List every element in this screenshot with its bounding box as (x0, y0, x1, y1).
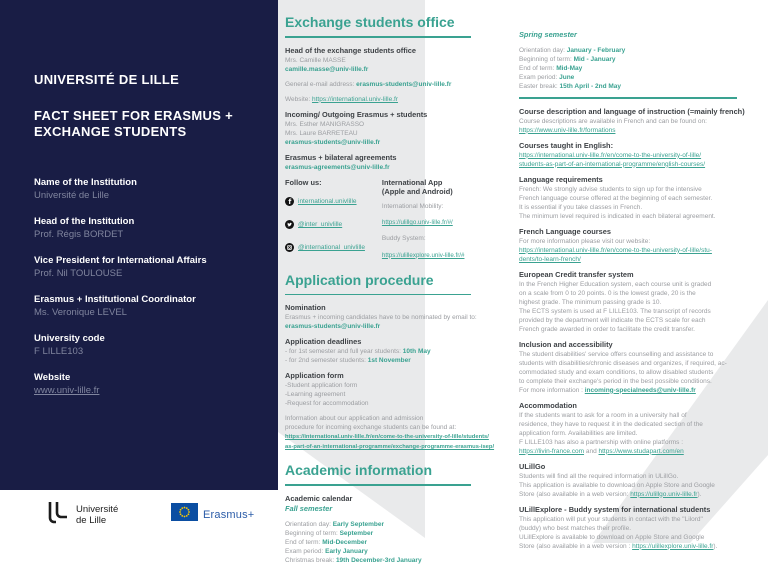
column-middle (285, 14, 495, 571)
text-line (285, 120, 471, 129)
text-line (285, 163, 471, 172)
text-span: General e-mail address: (285, 80, 357, 88)
text-span: erasmus-students@univ-lille.fr (285, 323, 381, 331)
text-group (519, 141, 737, 169)
text-line (519, 447, 737, 456)
field-label: Erasmus + Institutional Coordinator (34, 294, 196, 305)
text-span: Exam period: (519, 74, 560, 81)
twitter-icon (285, 216, 294, 234)
text-span: on a scale from 0 to 20 points. 0 is the lowest grade, 20 is the (519, 289, 696, 297)
text-span: 19th December-3rd January (335, 556, 422, 564)
link[interactable]: https://international.univ-lille.fr/en/come-to-the-university-of-lille/ (519, 151, 702, 159)
text-line (285, 547, 471, 556)
group-title: ULillExplore - Buddy system for international students (519, 504, 711, 514)
document-title-line2: EXCHANGE STUDENTS (34, 124, 187, 139)
text-line (285, 399, 471, 408)
institution-title: UNIVERSITÉ DE LILLE (34, 72, 180, 87)
field-label: Website (34, 372, 71, 383)
group-title: Inclusion and accessibility (519, 339, 613, 349)
section-rule (285, 294, 471, 296)
text-span: Erasmus + incoming candidates have to be nominated by email to: (285, 314, 477, 322)
text-span: For more information : (519, 386, 585, 394)
universite-de-lille-logo (46, 499, 118, 532)
text-line (519, 325, 737, 334)
text-span: application form. Availabilities are limited. (519, 429, 638, 437)
text-span: -Student application form (285, 382, 358, 390)
text-span: Early January (325, 547, 368, 555)
text-span: End of term: (519, 65, 557, 72)
text-line (519, 46, 737, 55)
text-span: provided by the department will indicate the ECTS scale for each (519, 316, 706, 324)
text-span: Early September (332, 520, 385, 528)
app-entry (382, 235, 471, 262)
text-line (519, 203, 737, 212)
section-rule (285, 484, 471, 486)
app-entry-label: International Mobility: (381, 202, 444, 210)
text-line (285, 390, 471, 399)
text-span: For more information please visit our website: (519, 237, 651, 245)
text-line (519, 429, 737, 438)
link[interactable]: https://international.univ-lille.fr (311, 95, 398, 103)
text-span: Beginning of term: (519, 56, 574, 63)
group-title: Application form (285, 371, 344, 381)
link[interactable]: @international_univlille (298, 244, 365, 252)
link[interactable]: as-part-of-an-international-programme/exchange-programme-erasmus-isep/ (285, 444, 495, 451)
ul-logo-icon (46, 499, 70, 532)
text-line (519, 237, 737, 246)
field-value: Université de Lille (34, 190, 109, 201)
field-head-of-institution (34, 215, 258, 241)
text-span: camille.masse@univ-lille.fr (285, 65, 369, 73)
text-line (519, 515, 737, 524)
app-title-line1: International App (381, 177, 443, 187)
text-line (285, 414, 471, 423)
text-line (519, 386, 737, 395)
group-title: Course description and language of instruction (=mainly french) (519, 106, 745, 116)
erasmus-plus-logo (171, 503, 254, 526)
text-span: The minimum level required is indicated in each bilateral agreement. (519, 212, 716, 220)
text-span: ). (713, 542, 718, 550)
text-line (519, 55, 737, 64)
text-line (519, 307, 737, 316)
text-line (285, 80, 471, 89)
link[interactable]: @inter_univlille (298, 221, 343, 229)
column-right (519, 30, 745, 557)
section-heading: Academic information (285, 462, 433, 479)
text-span: This application will put your students in contact with the "Lilord" (519, 515, 703, 523)
section-heading: Application procedure (285, 271, 434, 288)
app-entry-label: Buddy System: (381, 235, 426, 243)
link[interactable]: https://international.univ-lille.fr/en/come-to-the-university-of-lille/students/ (285, 434, 489, 441)
text-line (285, 129, 471, 138)
text-group (519, 227, 737, 264)
text-span: Exam period: (285, 547, 326, 555)
text-group (285, 337, 471, 365)
text-group (285, 110, 471, 147)
text-line (285, 313, 477, 322)
document-title-line1: FACT SHEET FOR ERASMUS + (34, 108, 233, 123)
text-span: erasmus-students@univ-lille.fr (285, 138, 381, 146)
text-span: - for 2nd semester students: (285, 357, 368, 365)
text-line (285, 356, 471, 365)
link[interactable]: https://www.studapart.com/en (598, 447, 684, 455)
text-span: June (559, 74, 575, 81)
text-line (285, 65, 471, 74)
text-group (285, 494, 471, 565)
field-value: Ms. Veronique LEVEL (34, 307, 127, 318)
text-span: 10th May (402, 348, 431, 356)
text-span: French grade awarded in order to facilitate the credit transfer. (519, 325, 695, 333)
link[interactable]: dents/to-learn-french/ (519, 255, 581, 263)
field-erasmus-coordinator (34, 293, 258, 319)
text-line (519, 289, 737, 298)
text-line (519, 377, 737, 386)
text-span: Mid - January (573, 56, 616, 63)
text-line (285, 347, 471, 356)
text-span: Beginning of term: (285, 529, 340, 537)
text-line (519, 194, 737, 203)
text-group (519, 270, 737, 334)
field-value: Prof. Régis BORDET (34, 229, 124, 240)
text-line (285, 95, 471, 104)
erasmus-logo-text: Erasmus+ (203, 508, 255, 521)
facebook-icon (285, 193, 294, 211)
social-link-row (285, 239, 376, 257)
section-heading: Exchange students office (285, 14, 455, 30)
instagram-icon (285, 239, 294, 257)
text-group (519, 106, 745, 135)
text-line (519, 533, 737, 542)
text-line (519, 212, 737, 221)
field-institution-name (34, 176, 258, 202)
text-span: Orientation day: (519, 47, 567, 54)
social-link-row (285, 193, 376, 211)
text-group (285, 414, 495, 452)
text-line (519, 185, 737, 194)
text-line (519, 82, 737, 91)
text-line (519, 298, 737, 307)
field-value: F LILLE103 (34, 346, 84, 357)
app-entry (382, 203, 471, 230)
text-span: Easter break: (519, 83, 560, 90)
ul-logo-text (76, 505, 118, 526)
text-span: Orientation day: (285, 520, 333, 528)
group-title: Academic calendar (285, 493, 353, 503)
group-title: Nomination (285, 303, 326, 313)
link[interactable]: students-as-part-of-an-international-programme/english-courses/ (519, 160, 706, 168)
text-span: January - February (566, 47, 626, 54)
website-link[interactable]: www.univ-lille.fr (34, 385, 100, 396)
eu-flag-icon (171, 503, 198, 526)
text-span: Mid-December (322, 538, 368, 546)
text-span: 15th April - 2nd May (559, 83, 621, 90)
text-span: (buddy) who best matches their profile. (519, 524, 631, 532)
text-line (285, 538, 471, 547)
text-line (285, 432, 489, 442)
sidebar (0, 0, 278, 490)
text-span: Mrs. Laure BARRETEAU (285, 129, 358, 137)
follow-us-title: Follow us: (285, 177, 322, 187)
text-span: It is essential if you take classes in French. (519, 203, 643, 211)
text-line (285, 556, 471, 565)
text-group (285, 46, 471, 74)
text-line (519, 117, 737, 126)
group-title: Erasmus + bilateral agreements (285, 152, 397, 162)
link[interactable]: https://ulillgo.univ-lille.fr/#/ (381, 219, 453, 227)
text-line (519, 350, 737, 359)
field-label: Name of the Institution (34, 177, 137, 188)
text-span: End of term: (285, 538, 323, 546)
text-line (519, 246, 737, 255)
text-group (519, 505, 737, 551)
text-span: -Request for accommodation (285, 400, 369, 408)
text-span: ). (697, 490, 702, 498)
text-line (285, 322, 471, 331)
text-line (519, 438, 737, 447)
ul-logo-text-line2: de Lille (76, 514, 107, 526)
text-line (285, 56, 471, 65)
group-title: Accommodation (519, 400, 577, 410)
field-university-code (34, 332, 258, 358)
text-span: Information about our application and admission (285, 415, 424, 423)
text-span: The ECTS system is used at F LILLE103. The transcript of records (519, 307, 711, 315)
text-line (519, 151, 737, 160)
text-span: This application is available to download on Apple Store and Google (519, 481, 715, 489)
link[interactable]: https://international.univ-lille.fr/en/come-to-the-university-of-lille/stu- (519, 246, 712, 254)
text-span: Course descriptions are available in French and can be found on: (519, 117, 707, 125)
text-group (519, 30, 737, 91)
text-line (285, 529, 471, 538)
group-title: Courses taught in English: (519, 140, 614, 150)
document-title (34, 108, 258, 140)
text-span: 1st November (367, 357, 411, 365)
group-title: Application deadlines (285, 337, 362, 347)
text-group (285, 80, 471, 89)
text-span: September (339, 529, 374, 537)
text-span: French language course offered at the beginning of each semester. (519, 194, 713, 202)
social-link-row (285, 216, 376, 234)
text-span: erasmus-agreements@univ-lille.fr (285, 163, 390, 171)
field-label: Head of the Institution (34, 216, 135, 227)
link[interactable]: https://ulillgo.univ-lille.fr (630, 490, 698, 498)
group-title: French Language courses (519, 226, 611, 236)
text-line (285, 138, 471, 147)
link[interactable]: https://www.univ-lille.fr/formations (519, 126, 616, 134)
text-group (285, 153, 471, 172)
text-group (285, 95, 471, 104)
field-value: Prof. Nil TOULOUSE (34, 268, 123, 279)
text-span: Website: (285, 95, 312, 103)
text-line (519, 368, 737, 377)
group-title: Language requirements (519, 174, 603, 184)
text-group (285, 303, 477, 331)
text-span: The student disabilities' service offers counselling and assistance to (519, 350, 714, 358)
link[interactable]: international.univlille (298, 198, 357, 206)
text-line (519, 472, 737, 481)
text-span: to complete their exchange's period in the best possible conditions. (519, 377, 712, 385)
text-line (285, 381, 471, 390)
text-span: Mid-May (556, 65, 583, 72)
text-span: Store (also available in a web version: (519, 490, 631, 498)
text-group (519, 175, 737, 221)
text-line (519, 490, 737, 499)
text-line (519, 64, 737, 73)
text-span: French: We strongly advise students to sign up for the intensive (519, 185, 702, 193)
text-group (519, 340, 737, 395)
text-line (285, 520, 471, 529)
text-span: F LILLE103 has also a partnership with online platforms : (519, 438, 684, 446)
link[interactable]: incoming-specialneeds@univ-lille.fr (584, 386, 696, 394)
follow-app-block (285, 178, 471, 262)
international-app (382, 178, 471, 262)
text-line (285, 442, 495, 452)
text-span: Store (also available in a web version : (519, 542, 633, 550)
text-line (519, 411, 737, 420)
text-span: procedure for incoming exchange students can be found at: (285, 424, 457, 432)
field-label: Vice President for International Affairs (34, 255, 207, 266)
text-line (519, 255, 737, 264)
text-group (285, 371, 471, 408)
section-rule (285, 36, 471, 38)
text-span: In the French Higher Education system, each course unit is graded (519, 280, 712, 288)
text-span: erasmus-students@univ-lille.fr (356, 80, 452, 88)
link[interactable]: https://ulillexplore.univ-lille.fr/# (381, 251, 465, 259)
text-span: Students will find all the required information in ULillGo. (519, 472, 679, 480)
group-subtitle: Spring semester (519, 30, 577, 39)
group-title: Head of the exchange students office (285, 45, 417, 55)
text-span: -Learning agreement (285, 391, 346, 399)
section-rule (519, 97, 737, 99)
text-line (519, 316, 737, 325)
text-line (519, 542, 737, 551)
text-span: Mrs. Camille MASSE (285, 56, 346, 64)
group-subtitle: Fall semester (285, 503, 333, 513)
text-line (285, 423, 471, 432)
svg-text:f: f (288, 197, 292, 206)
text-group (519, 462, 737, 499)
text-span: and (584, 447, 599, 455)
text-line (519, 126, 737, 135)
text-span: students with disabilities/chronic diseases and organizes, if required, ac- (519, 359, 727, 367)
follow-us (285, 178, 376, 262)
text-span: - for 1st semester and full year students: (285, 348, 403, 356)
field-website (34, 371, 258, 397)
field-label: University code (34, 333, 105, 344)
text-line (519, 481, 737, 490)
text-group (519, 401, 737, 456)
link[interactable]: https://livin-france.com (519, 447, 585, 455)
text-span: ULillExplore is available to download on Apple Store and Google (519, 533, 705, 541)
text-span: commodated study and exam conditions, to allow disabled students (519, 368, 714, 376)
text-span: If the students want to ask for a room in a university hall of (519, 411, 687, 419)
text-line (519, 280, 737, 289)
field-vice-president (34, 254, 258, 280)
group-title: Incoming/ Outgoing Erasmus + students (285, 109, 428, 119)
text-span: Mrs. Esther MANIGRASSO (285, 120, 365, 128)
text-line (519, 160, 737, 169)
app-title (382, 178, 471, 197)
text-line (519, 524, 737, 533)
text-line (519, 420, 737, 429)
group-title: ULillGo (519, 461, 546, 471)
ul-logo-text-line1: Université (76, 504, 119, 515)
link[interactable]: https://ulillexplore.univ-lille.fr (632, 542, 714, 550)
text-line (519, 73, 737, 82)
text-span: Christmas break: (285, 556, 336, 564)
group-title: European Credit transfer system (519, 269, 634, 279)
text-line (519, 359, 737, 368)
text-span: residence, they have to request it in the dedicated section of the (519, 420, 703, 428)
app-title-line2: (Apple and Android) (381, 187, 453, 197)
text-span: highest grade. The minimum passing grade is 10. (519, 298, 662, 306)
